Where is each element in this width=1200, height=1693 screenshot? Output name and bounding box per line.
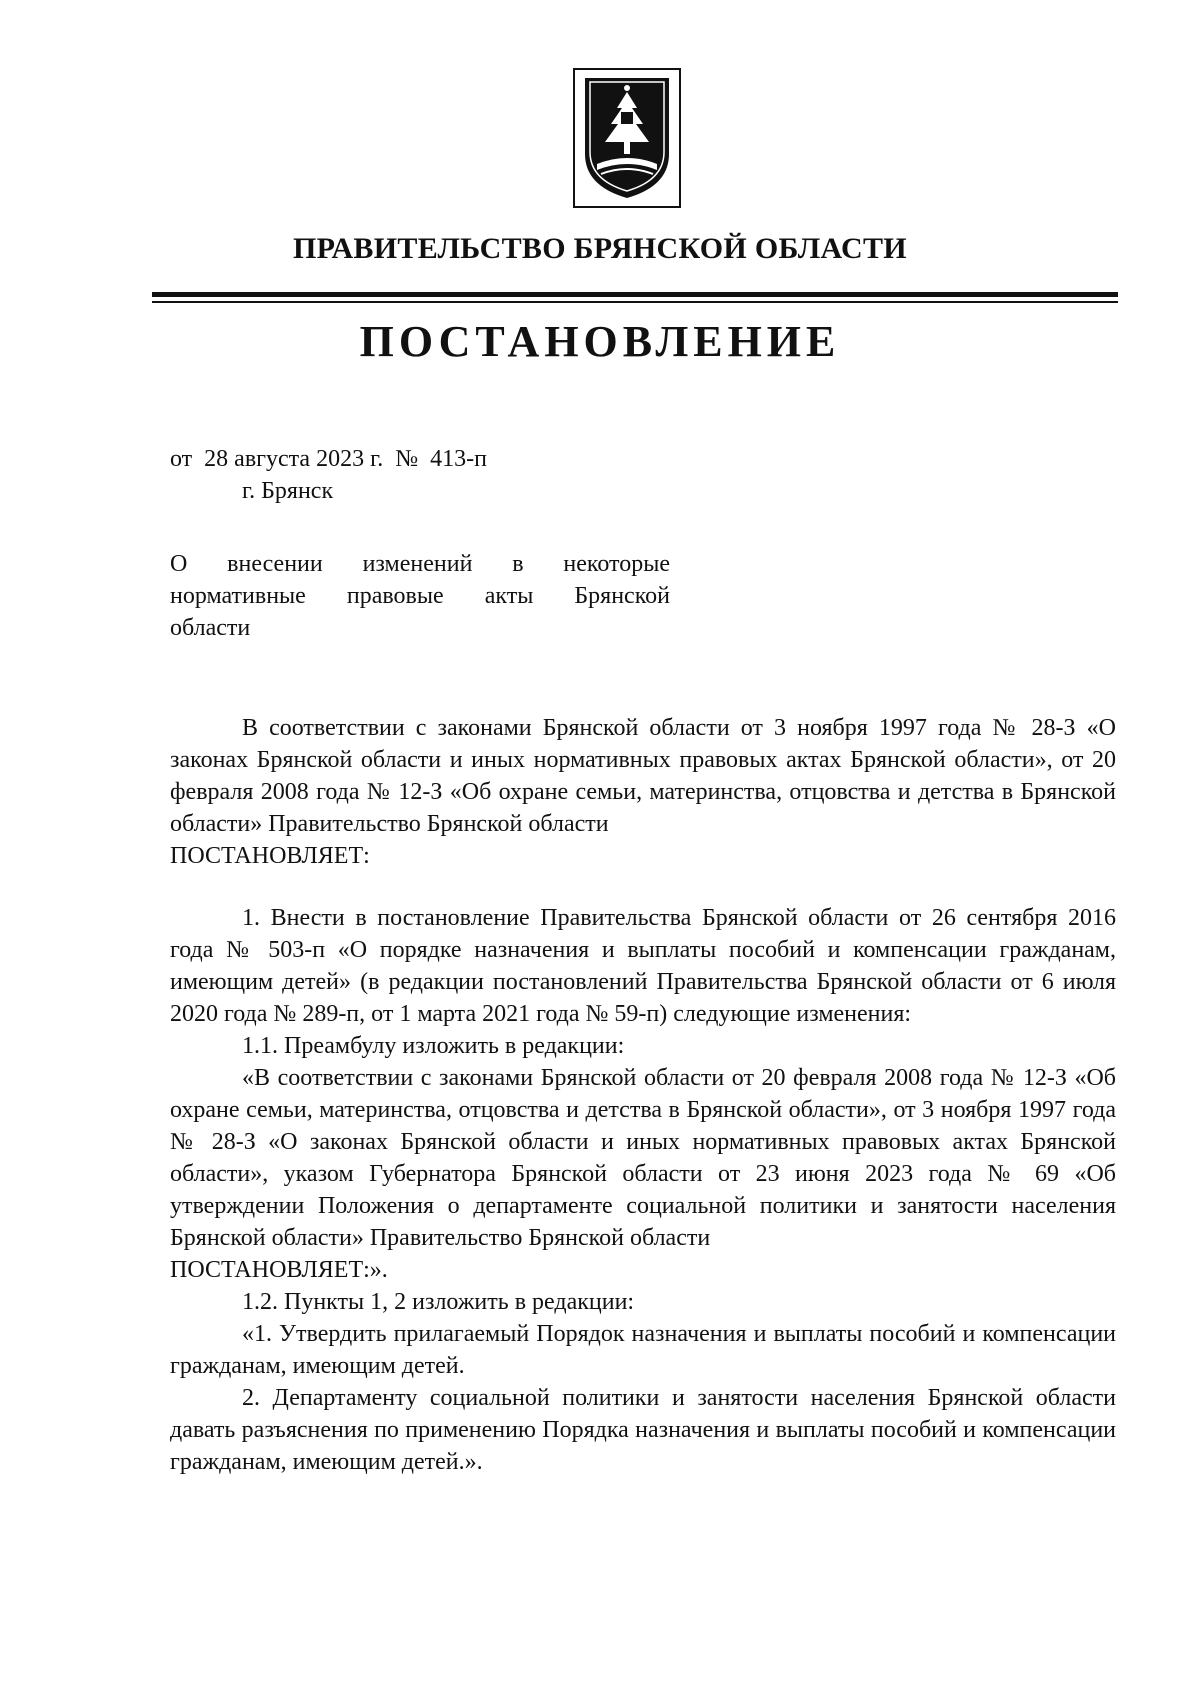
subject-line: О внесении изменений в некоторые [170,551,670,577]
quote-resolves-line: ПОСТАНОВЛЯЕТ:». [170,1257,388,1283]
preamble-paragraph: В соответствии с законами Брянской области от 3 ноября 1997 года № 28-З «О законах Брянской области и иных нормативных правовых актах Брянской области», от 20 февраля 2008 года № 12-З «Об охране семьи, материнства, отцовства и детства в Брянской области» Правительство Брянской области [170,715,1116,837]
date-number-line: от 28 августа 2023 г. № 413-п [170,446,487,472]
paragraph-1-2-item-1: «1. Утвердить прилагаемый Порядок назначения и выплаты пособий и компенсации гражданам, имеющим детей. [170,1321,1116,1379]
header-rule-thick [152,292,1118,297]
organization-title: ПРАВИТЕЛЬСТВО БРЯНСКОЙ ОБЛАСТИ [293,232,907,265]
document-body [170,712,1116,1478]
resolves-line: ПОСТАНОВЛЯЕТ: [170,843,370,869]
subject-line: области [170,615,251,641]
paragraph-1-2-item-2: 2. Департаменту социальной политики и занятости населения Брянской области давать разъяснения по применению Порядка назначения и выплаты пособий и компенсации гражданам, имеющим детей.». [170,1385,1116,1475]
bryansk-coat-of-arms-icon [573,68,681,208]
document-type-title: ПОСТАНОВЛЕНИЕ [359,317,841,366]
paragraph-1: 1. Внести в постановление Правительства Брянской области от 26 сентября 2016 года № 503-п «О порядке назначения и выплаты пособий и компенсации гражданам, имеющим детей» (в редакции постановлений Правительства Брянской области от 6 июля 2020 года № 289-п, от 1 марта 2021 года № 59-п) следующие изменения: [170,905,1116,1027]
paragraph-1-1-quote: «В соответствии с законами Брянской области от 20 февраля 2008 года № 12-З «Об охране семьи, материнства, отцовства и детства в Брянской области», от 3 ноября 1997 года № 28-З «О законах Брянской области и иных нормативных правовых актах Брянской области», указом Губернатора Брянской области от 23 июня 2023 года № 69 «Об утверждении Положения о департаменте социальной политики и занятости населения Брянской области» Правительство Брянской области [170,1065,1116,1251]
document-subject [170,548,670,644]
city-line: г. Брянск [242,478,334,504]
header-rule-thin [152,301,1118,303]
subject-line: нормативные правовые акты Брянской [170,583,670,609]
paragraph-1-2: 1.2. Пункты 1, 2 изложить в редакции: [242,1289,635,1315]
paragraph-1-1: 1.1. Преамбулу изложить в редакции: [242,1033,625,1059]
